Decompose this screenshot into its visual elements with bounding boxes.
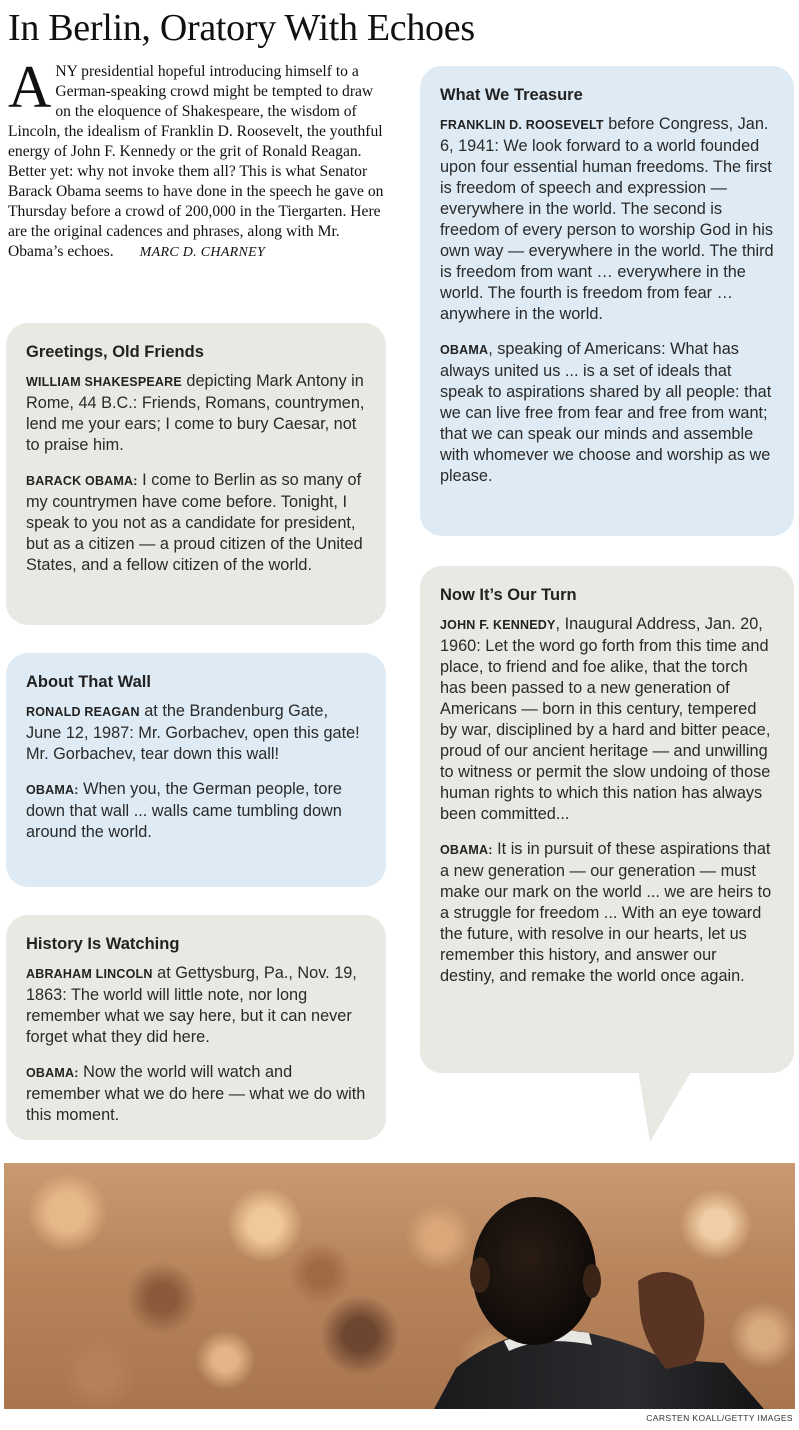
speech-bubble-tail xyxy=(638,1070,692,1142)
speaker-name: BARACK OBAMA: xyxy=(26,474,138,488)
speaker-name: OBAMA xyxy=(440,343,489,357)
obama-echo xyxy=(26,1062,366,1126)
quote-text: It is in pursuit of these aspirations that a new generation — our generation — must make our mark on the world ... we are heirs to a struggle for freedom ... With an eye toward the future, with resolve in our hearts, let us remember this history, and answer our destiny, and remake the world once again. xyxy=(440,840,772,985)
suit-shape xyxy=(434,1331,764,1409)
quote-box-turn xyxy=(420,566,794,1073)
photo-silhouette xyxy=(4,1163,795,1409)
quote-text: , speaking of Americans: What has always united us ... is a set of ideals that speak to aspirations shared by all people: that we can live free from fear and free from want; that we can speak our minds and assemble with whomever we choose and worship as we please. xyxy=(440,340,772,485)
byline: MARC D. CHARNEY xyxy=(139,245,266,260)
obama-echo xyxy=(440,839,774,987)
quote-box-treasure xyxy=(420,66,794,536)
ear-left xyxy=(470,1257,490,1293)
quote-text: I come to Berlin as so many of my countrymen have come before. Tonight, I speak to you not as a candidate for president, but as a citizen — a proud citizen of the United States, and a fellow citizen of the world. xyxy=(26,471,363,574)
original-quote xyxy=(26,963,366,1048)
original-quote xyxy=(440,114,774,325)
quote-box-history xyxy=(6,915,386,1140)
box-title: History Is Watching xyxy=(26,935,180,953)
original-quote xyxy=(440,614,774,825)
speaker-name: OBAMA: xyxy=(26,783,79,797)
intro-text: NY presidential hopeful introducing himself to a German-speaking crowd might be tempted to draw on the eloquence of Shakespeare, the wisdom of Lincoln, the idealism of Franklin D. Roosevelt, the youthful energy of John F. Kennedy or the grit of Ronald Reagan. Better yet: why not invoke them all? This is what Senator Barack Obama seems to have done in the speech he gave on Thursday before a crowd of 200,000 in the Tiergarten. Here are the original cadences and phrases, along with Mr. Obama’s echoes. xyxy=(8,63,384,260)
quote-text: depicting Mark Antony in Rome, 44 B.C.: Friends, Romans, countrymen, lend me your ears; I come to bury Caesar, not to praise him. xyxy=(26,372,365,454)
box-title: About That Wall xyxy=(26,673,151,691)
quote-text: , Inaugural Address, Jan. 20, 1960: Let the word go forth from this time and place, to friend and foe alike, that the torch has been passed to a new generation of Americans — born in this century, tempered by war, disciplined by a hard and bitter peace, proud of our ancient heritage — and unwilling to witness or permit the slow undoing of those human rights to which this nation has always been committed... xyxy=(440,615,771,823)
box-title: What We Treasure xyxy=(440,86,583,104)
obama-echo xyxy=(440,339,774,487)
quote-text: at Gettysburg, Pa., Nov. 19, 1863: The world will little note, nor long remember what we say here, but it can never forget what they did here. xyxy=(26,964,357,1046)
quote-box-greetings xyxy=(6,323,386,625)
photo-credit: CARSTEN KOALL/GETTY IMAGES xyxy=(646,1413,793,1423)
intro-paragraph xyxy=(8,54,392,263)
photo-obama-crowd xyxy=(4,1163,795,1409)
speaker-name: ABRAHAM LINCOLN xyxy=(26,967,153,981)
ear-right xyxy=(583,1264,601,1298)
original-quote xyxy=(26,371,366,456)
quote-text: Now the world will watch and remember what we do here — what we do with this moment. xyxy=(26,1063,366,1124)
box-title: Now It’s Our Turn xyxy=(440,586,577,604)
speaker-name: JOHN F. KENNEDY xyxy=(440,618,556,632)
speaker-name: RONALD REAGAN xyxy=(26,705,140,719)
speaker-name: OBAMA: xyxy=(26,1066,79,1080)
drop-cap: A xyxy=(8,54,52,120)
speaker-name: FRANKLIN D. ROOSEVELT xyxy=(440,118,604,132)
head-shape xyxy=(472,1197,596,1345)
quote-text: at the Brandenburg Gate, June 12, 1987: Mr. Gorbachev, open this gate! Mr. Gorbachev, tear down this wall! xyxy=(26,702,360,763)
quote-text: When you, the German people, tore down that wall ... walls came tumbling down around the world. xyxy=(26,780,342,841)
quote-box-wall xyxy=(6,653,386,887)
obama-echo xyxy=(26,779,366,843)
speaker-name: WILLIAM SHAKESPEARE xyxy=(26,375,182,389)
speaker-name: OBAMA: xyxy=(440,843,493,857)
quote-text: before Congress, Jan. 6, 1941: We look forward to a world founded upon four essential human freedoms. The first is freedom of speech and expression — everywhere in the world. The second is freedom of every person to worship God in his own way — everywhere in the world. The third is freedom from want … everywhere in the world. The fourth is freedom from fear … anywhere in the world. xyxy=(440,115,774,323)
headline: In Berlin, Oratory With Echoes xyxy=(8,7,475,49)
original-quote xyxy=(26,701,366,765)
obama-echo xyxy=(26,470,366,576)
box-title: Greetings, Old Friends xyxy=(26,343,204,361)
